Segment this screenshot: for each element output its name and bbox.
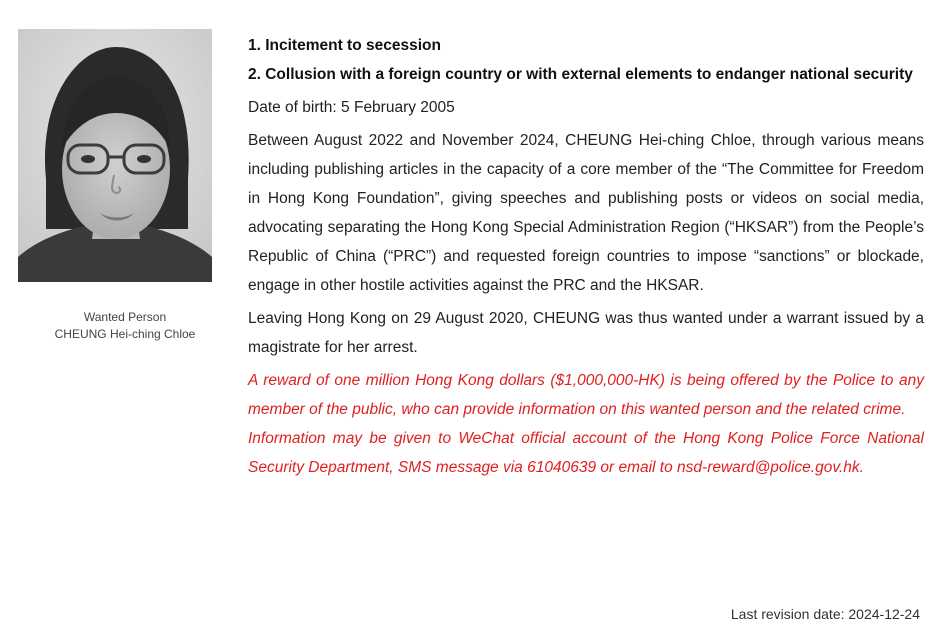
caption-name: CHEUNG Hei-ching Chloe: [54, 327, 196, 341]
notice-content: [248, 31, 924, 482]
wanted-person-photo: [18, 29, 212, 282]
last-revision-date: Last revision date: 2024-12-24: [730, 606, 920, 622]
warrant-statement: Leaving Hong Kong on 29 August 2020, CHEUNG was thus wanted under a warrant issued by a magistrate for her arrest.: [248, 310, 924, 356]
offence-item: 2. Collusion with a foreign country or with external elements to endanger national security: [248, 66, 913, 83]
date-of-birth: Date of birth: 5 February 2005: [248, 99, 455, 116]
case-description: Between August 2022 and November 2024, CHEUNG Hei-ching Chloe, through various means including publishing articles in the capacity of a core member of the “The Committee for Freedom in Hong Kong Foundation”, giving speeches and publishing posts or videos on social media, advocating separating the Hong Kong Special Administration Region (“HKSAR”) from the People’s Republic of China (“PRC”) and requested foreign countries to impose “sanctions” or blockade, engage in other hostile activities against the PRC and the HKSAR.: [248, 132, 924, 294]
caption-label: Wanted Person: [83, 310, 167, 324]
offence-item: 1. Incitement to secession: [248, 37, 441, 54]
photo-caption: [18, 309, 232, 343]
reward-statement: A reward of one million Hong Kong dollars ($1,000,000-HK) is being offered by the Police to any member of the public, who can provide information on this wanted person and the related crime.: [248, 372, 924, 418]
information-contact: Information may be given to WeChat official account of the Hong Kong Police Force National Security Department, SMS message via 61040639 or email to nsd-reward@police.gov.hk.: [248, 430, 924, 476]
